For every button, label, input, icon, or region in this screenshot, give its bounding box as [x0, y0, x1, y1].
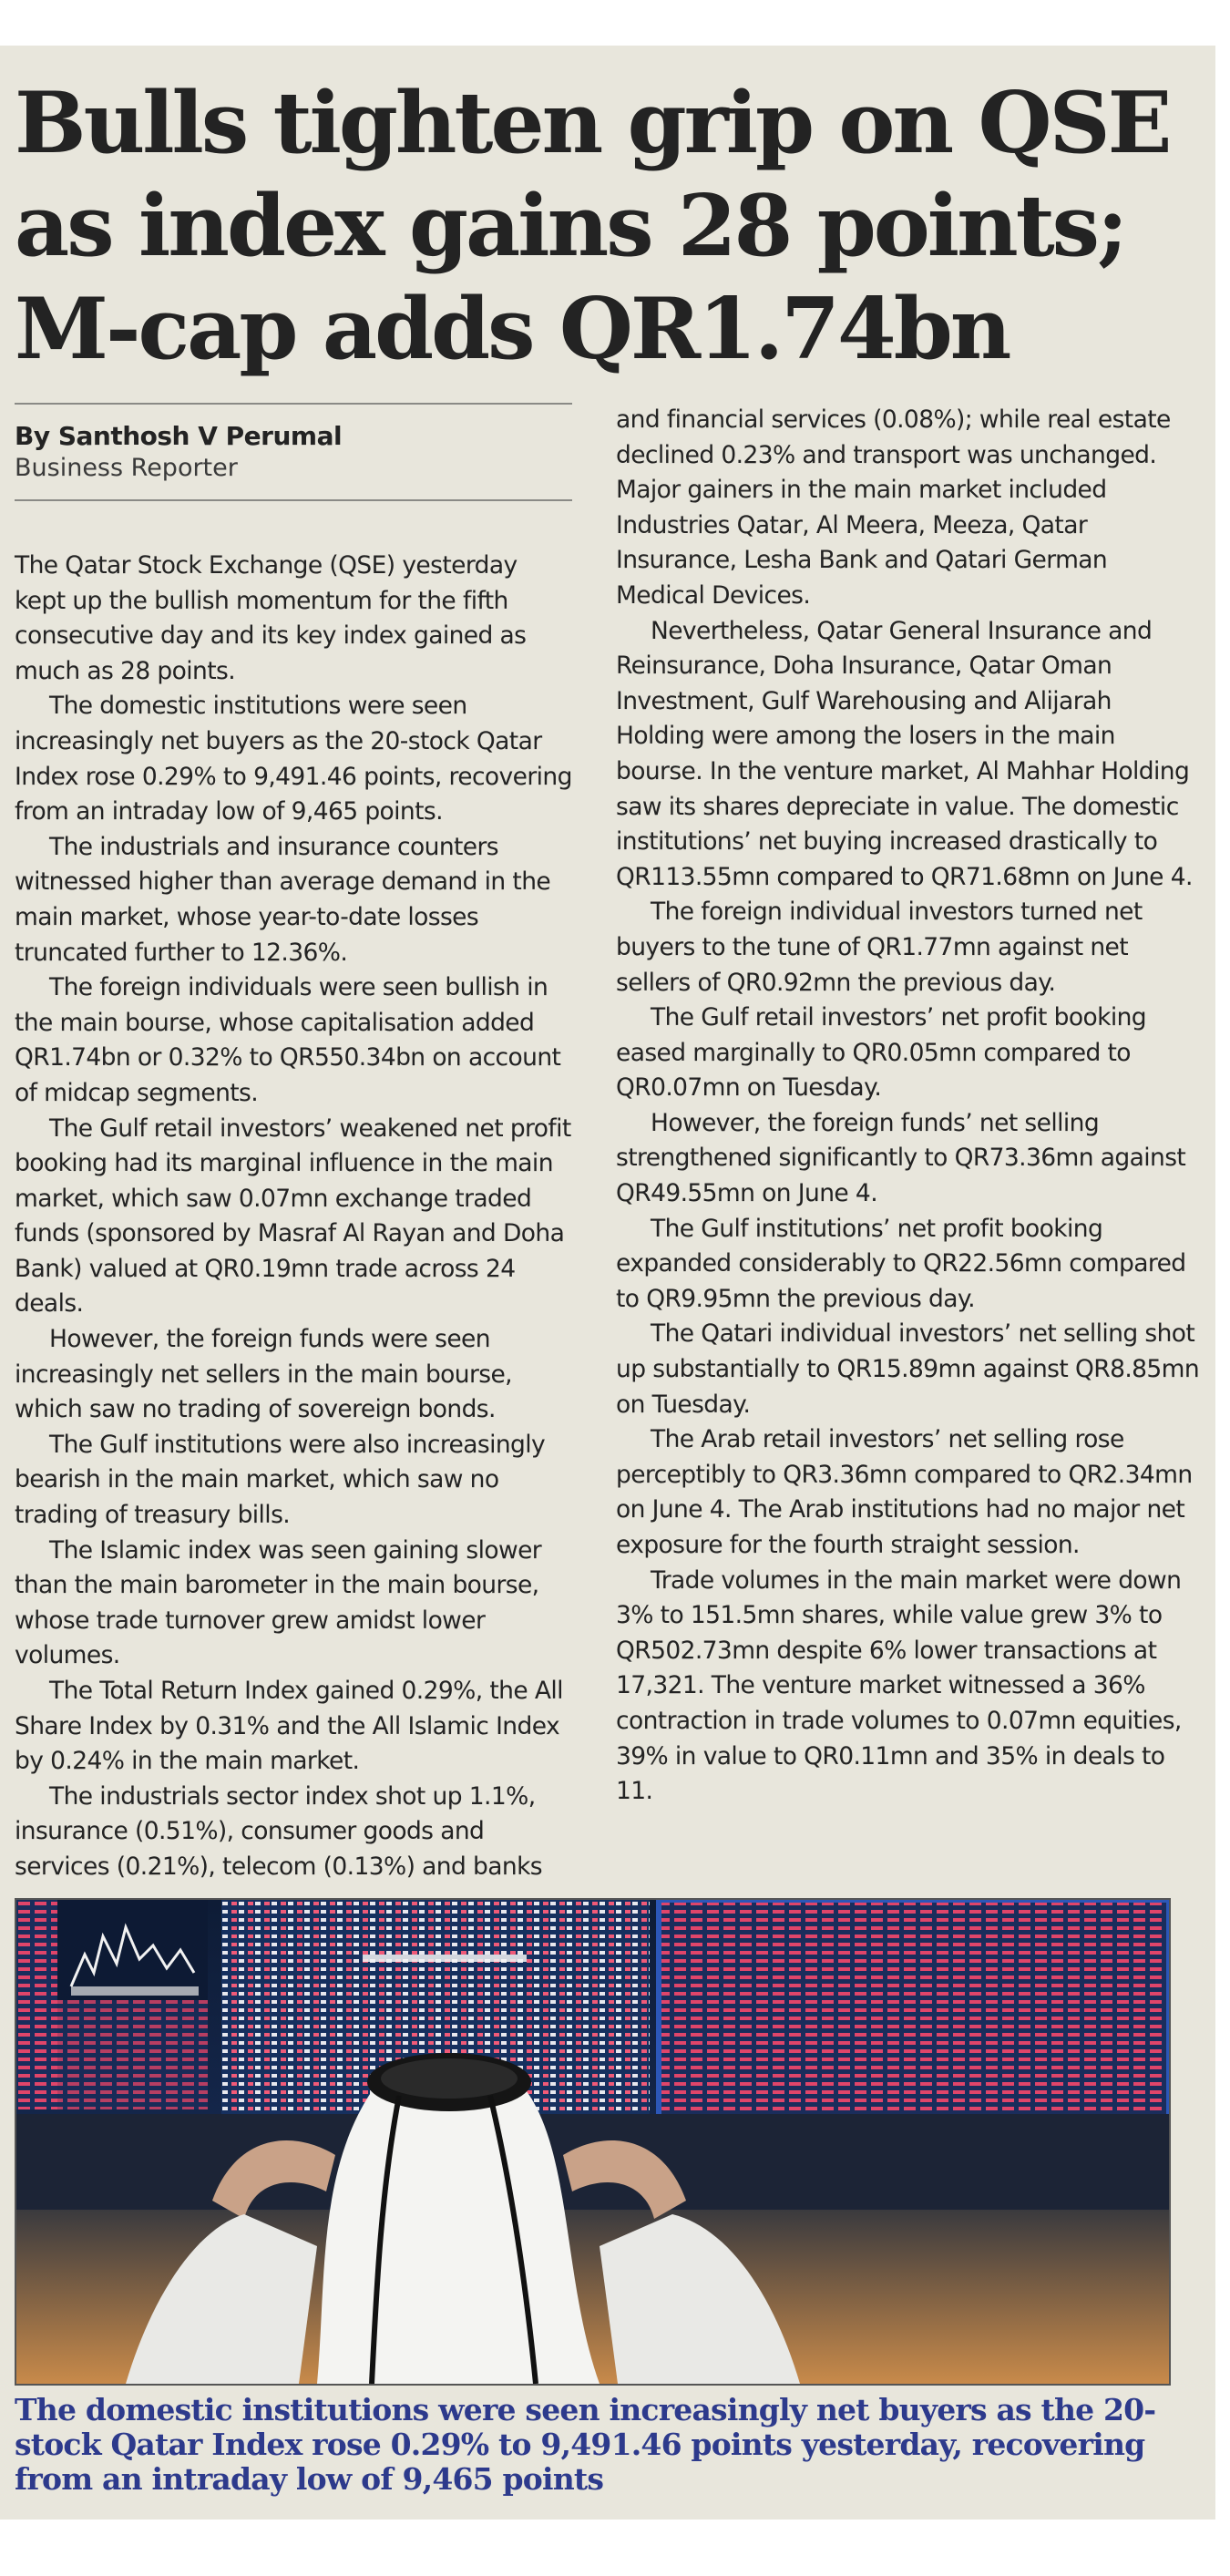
- paragraph: The Islamic index was seen gaining slower than the main barometer in the main bourse, whose trade turnover grew amidst lower volumes.: [15, 1535, 542, 1670]
- paragraph: The Total Return Index gained 0.29%, the All Share Index by 0.31% and the All Islamic Index by 0.24% in the main market.: [15, 1677, 563, 1776]
- headline: [15, 71, 1199, 380]
- article-column-right: [616, 403, 1201, 1810]
- paragraph: The Arab retail investors’ net selling rose perceptibly to QR3.36mn compared to QR2.34mn on June 4. The Arab institutions had no major net exposure for the fourth straight session.: [616, 1425, 1193, 1559]
- paragraph: The Gulf institutions’ net profit booking expanded considerably to QR22.56mn compared to QR9.95mn the previous day.: [616, 1214, 1186, 1313]
- paragraph: and financial services (0.08%); while real estate declined 0.23% and transport was unchanged. Major gainers in the main market included Industries Qatar, Al Meera, Meeza, Qatar Insurance, Lesha Bank and Qatari German Medical Devices.: [616, 405, 1171, 610]
- headline-line-1: Bulls tighten grip on QSE: [15, 73, 1170, 172]
- paragraph: The Qatari individual investors’ net selling shot up substantially to QR15.89mn against QR8.85mn on Tuesday.: [616, 1319, 1200, 1419]
- paragraph: The Gulf retail investors’ weakened net profit booking had its marginal influence in the main market, which saw 0.07mn exchange traded funds (sponsored by Masraf Al Rayan and Doha Bank) valued at QR0.19mn trade across 24 deals.: [15, 1114, 571, 1319]
- paragraph: Nevertheless, Qatar General Insurance and Reinsurance, Doha Insurance, Qatar Oman Investment, Gulf Warehousing and Alijarah Holding were among the losers in the main bourse. In the venture market, Al Mahhar Holding saw its shares depreciate in value. The domestic institutions’ net buying increased drastically to QR113.55mn compared to QR71.68mn on June 4.: [616, 616, 1193, 891]
- paragraph: The domestic institutions were seen increasingly net buyers as the 20-stock Qatar Index rose 0.29% to 9,491.46 points, recovering from an intraday low of 9,465 points.: [15, 692, 572, 826]
- paragraph: The Gulf retail investors’ net profit booking eased marginally to QR0.05mn compared to QR0.07mn on Tuesday.: [616, 1003, 1146, 1103]
- paragraph: The industrials sector index shot up 1.1%, insurance (0.51%), consumer goods and services (0.21%), telecom (0.13%) and banks: [15, 1781, 543, 1881]
- headline-line-3: M-cap adds QR1.74bn: [15, 279, 1010, 378]
- author-role: Business Reporter: [15, 454, 238, 482]
- paragraph: However, the foreign funds’ net selling strengthened significantly to QR73.36mn against QR49.55mn on June 4.: [616, 1108, 1186, 1208]
- trading-floor-image: [16, 1900, 1169, 2384]
- news-photo: [15, 1898, 1171, 2386]
- paragraph: The foreign individual investors turned net buyers to the tune of QR1.77mn against net sellers of QR0.92mn the previous day.: [616, 898, 1143, 997]
- photo-caption: The domestic institutions were seen increasingly net buyers as the 20-stock Qatar Index rose 0.29% to 9,491.46 points yesterday, recovering from an intraday low of 9,465 points: [15, 2392, 1156, 2497]
- newspaper-page: [0, 46, 1215, 2520]
- byline-box: [15, 403, 572, 501]
- headline-line-2: as index gains 28 points;: [15, 176, 1126, 275]
- paragraph: The industrials and insurance counters witnessed higher than average demand in the main market, whose year-to-date losses truncated further to 12.36%.: [15, 832, 551, 967]
- author-byline: By Santhosh V Perumal: [15, 421, 343, 451]
- paragraph: The foreign individuals were seen bullish in the main bourse, whose capitalisation added QR1.74bn or 0.32% to QR550.34bn on account of midcap segments.: [15, 973, 561, 1107]
- paragraph: The Qatar Stock Exchange (QSE) yesterday kept up the bullish momentum for the fifth consecutive day and its key index gained as much as 28 points.: [15, 551, 527, 685]
- paragraph: However, the foreign funds were seen increasingly net sellers in the main bourse, which saw no trading of sovereign bonds.: [15, 1325, 513, 1424]
- paragraph: The Gulf institutions were also increasingly bearish in the main market, which saw no trading of treasury bills.: [15, 1430, 546, 1530]
- paragraph: Trade volumes in the main market were down 3% to 151.5mn shares, while value grew 3% to QR502.73mn despite 6% lower transactions at 17,321. The venture market witnessed a 36% contraction in trade volumes to 0.07mn equities, 39% in value to QR0.11mn and 35% in deals to 11.: [616, 1565, 1182, 1806]
- article-column-left: [15, 549, 572, 1885]
